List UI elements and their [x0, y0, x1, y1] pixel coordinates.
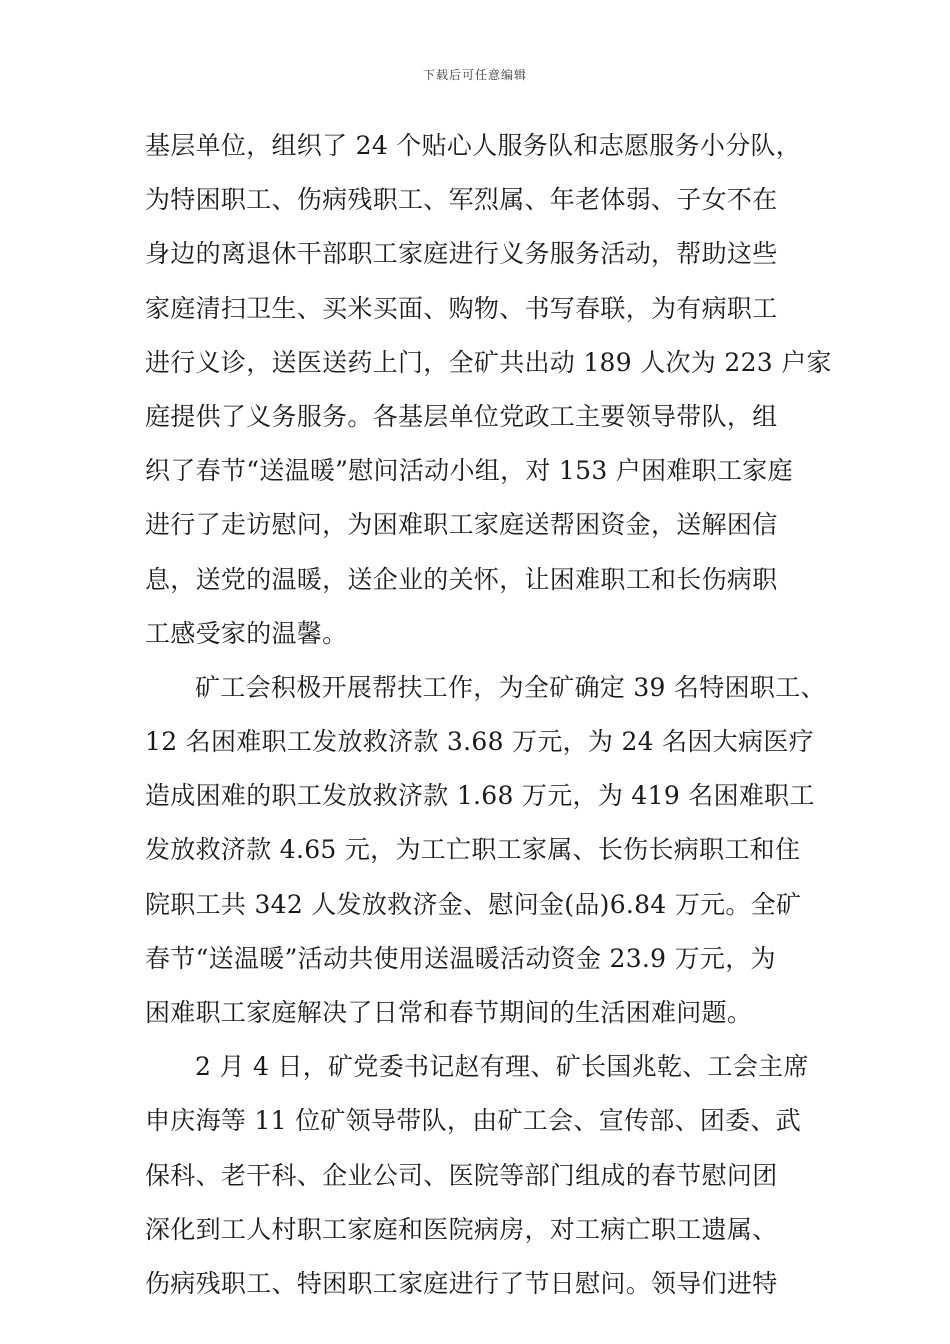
text-line: 身边的离退休干部职工家庭进行义务服务活动，帮助这些	[145, 239, 778, 269]
text-line: 院职工共 342 人发放救济金、慰问金(品)6.84 万元。全矿	[145, 889, 802, 919]
text-line: 进行了走访慰问，为困难职工家庭送帮困资金，送解困信	[145, 510, 778, 540]
text-line: 工感受家的温馨。	[145, 618, 348, 648]
text-line: 息，送党的温暖，送企业的关怀，让困难职工和长伤病职	[145, 564, 778, 594]
text-line: 织了春节“送温暖”慰问活动小组，对 153 户困难职工家庭	[145, 456, 793, 486]
text-line: 基层单位，组织了 24 个贴心人服务队和志愿服务小分队，	[145, 131, 802, 160]
text-line: 家庭清扫卫生、买米买面、购物、书写春联，为有病职工	[145, 293, 778, 323]
text-line: 发放救济款 4.65 元，为工亡职工家属、长伤长病职工和住	[145, 835, 801, 865]
text-line: 申庆海等 11 位矿领导带队，由矿工会、宣传部、团委、武	[145, 1106, 802, 1136]
text-line: 深化到工人村职工家庭和医院病房，对工病亡职工遗属、	[145, 1214, 778, 1244]
body-text	[145, 124, 832, 1316]
text-line: 春节“送温暖”活动共使用送温暖活动资金 23.9 万元，为	[145, 943, 776, 973]
text-line: 庭提供了义务服务。各基层单位党政工主要领导带队，组	[145, 401, 778, 431]
text-line: 困难职工家庭解决了日常和春节期间的生活困难问题。	[145, 998, 753, 1027]
text-line: 造成困难的职工发放救济款 1.68 万元，为 419 名困难职工	[145, 781, 815, 811]
text-line: 为特困职工、伤病残职工、军烈属、年老体弱、子女不在	[145, 185, 778, 215]
paragraph-start-line: 矿工会积极开展帮扶工作，为全矿确定 39 名特困职工、	[195, 672, 826, 702]
text-line: 伤病残职工、特困职工家庭进行了节日慰问。领导们进特	[145, 1268, 778, 1298]
header-note: 下载后可任意编辑	[422, 68, 527, 82]
text-line: 12 名困难职工发放救济款 3.68 万元，为 24 名因大病医疗	[145, 727, 814, 757]
text-line: 保科、老干科、企业公司、医院等部门组成的春节慰问团	[145, 1160, 778, 1190]
paragraph-start-line: 2 月 4 日，矿党委书记赵有理、矿长国兆乾、工会主席	[195, 1052, 809, 1082]
text-line: 进行义诊，送医送药上门，全矿共出动 189 人次为 223 户家	[145, 347, 832, 377]
